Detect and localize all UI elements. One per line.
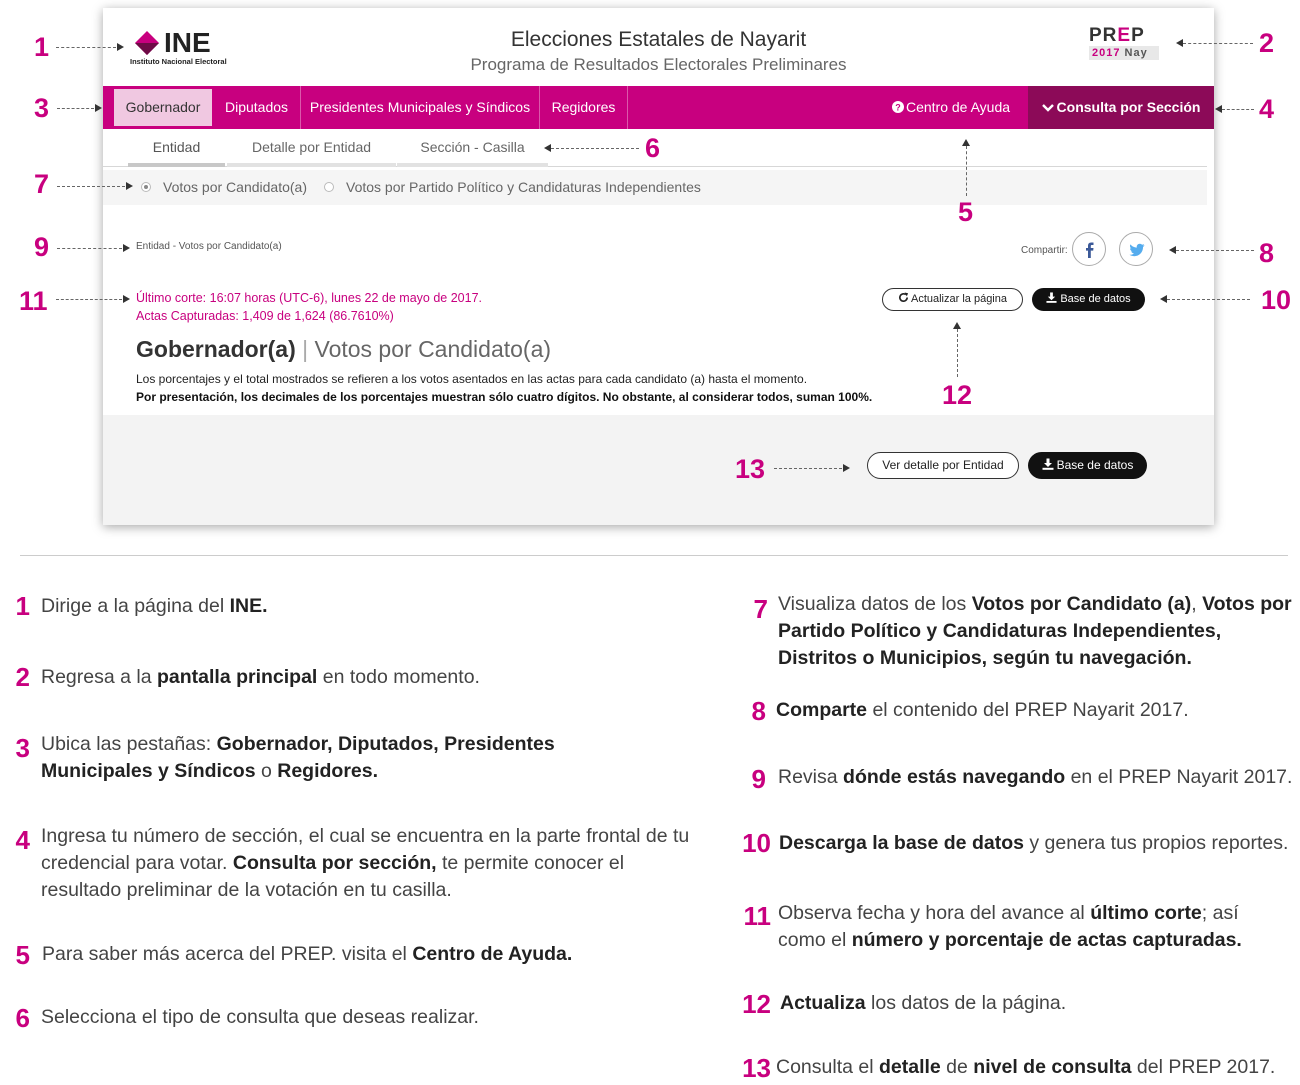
legend-item-6: Selecciona el tipo de consulta que deseas realizar. bbox=[41, 1006, 479, 1028]
callout-8-arrow bbox=[1169, 246, 1176, 254]
section-title-separator: | bbox=[302, 336, 309, 362]
radio-selected-indicator bbox=[141, 182, 151, 192]
ine-wordmark: INE bbox=[164, 27, 211, 58]
legend-number-10: 10 bbox=[742, 828, 771, 858]
callout-1-line bbox=[56, 47, 116, 48]
callout-13-arrow bbox=[843, 464, 850, 472]
callout-11-arrow bbox=[123, 295, 130, 303]
twitter-share-button[interactable] bbox=[1119, 232, 1153, 266]
legend-item-3: Ubica las pestañas: Gobernador, Diputados, Presidentes Municipales y Síndicos o Regidores. bbox=[41, 733, 555, 782]
callout-6: 6 bbox=[645, 133, 661, 163]
svg-text:?: ? bbox=[895, 102, 901, 113]
callout-6-line bbox=[551, 148, 639, 149]
callout-5-arrow bbox=[962, 139, 970, 146]
callout-2: 2 bbox=[1259, 28, 1275, 58]
section-title-sub: Votos por Candidato(a) bbox=[314, 336, 552, 362]
legend-item-10: Descarga la base de datos y genera tus propios reportes. bbox=[779, 832, 1289, 854]
legend-number-4: 4 bbox=[15, 825, 30, 855]
help-center-link[interactable] bbox=[873, 86, 1029, 129]
legend-number-7: 7 bbox=[753, 594, 768, 624]
refresh-page-button[interactable] bbox=[882, 288, 1023, 311]
page-subtitle: Programa de Resultados Electorales Preliminares bbox=[470, 55, 847, 74]
download-db-button[interactable] bbox=[1032, 288, 1145, 311]
tab-detalle-entidad[interactable]: Detalle por Entidad bbox=[227, 129, 396, 167]
radio-partido-label: Votos por Partido Político y Candidaturas Independientes bbox=[346, 179, 701, 195]
callout-4: 4 bbox=[1259, 94, 1275, 124]
download-icon bbox=[1042, 458, 1054, 470]
callout-8: 8 bbox=[1259, 238, 1275, 268]
callout-11: 11 bbox=[19, 286, 48, 316]
callout-12-arrow bbox=[953, 322, 961, 329]
page-title: Elecciones Estatales de Nayarit bbox=[510, 28, 807, 51]
callout-2-arrow bbox=[1176, 39, 1183, 47]
callout-12-line bbox=[957, 329, 958, 377]
section-note: Por presentación, los decimales de los porcentajes muestran sólo cuatro dígitos. No obstante, al considerar todos, suman 100%. bbox=[136, 390, 873, 404]
callout-10-arrow bbox=[1160, 295, 1167, 303]
callout-5-line bbox=[966, 146, 967, 196]
ine-subtitle: Instituto Nacional Electoral bbox=[130, 57, 227, 66]
callout-5: 5 bbox=[958, 197, 974, 227]
legend-number-6: 6 bbox=[15, 1003, 30, 1033]
callout-9-line bbox=[57, 248, 122, 249]
legend-number-13: 13 bbox=[742, 1053, 771, 1083]
legend-number-2: 2 bbox=[15, 662, 30, 692]
callout-13: 13 bbox=[735, 454, 766, 484]
legend-item-1: Dirige a la página del INE. bbox=[41, 595, 268, 617]
section-title bbox=[136, 336, 551, 363]
tab-seccion-casilla[interactable]: Sección - Casilla bbox=[397, 129, 548, 167]
callout-3: 3 bbox=[34, 93, 50, 123]
prep-wordmark: PREP bbox=[1089, 25, 1145, 46]
legend-item-4: Ingresa tu número de sección, el cual se encuentra en la parte frontal de tu credencial para votar. Consulta por sección, te permite conocer el resultado preliminar de la votación en tu casilla. bbox=[41, 825, 690, 901]
callout-11-line bbox=[56, 299, 122, 300]
download-icon bbox=[1046, 292, 1057, 303]
section-title-main: Gobernador(a) bbox=[136, 336, 296, 362]
callout-4-line bbox=[1222, 109, 1254, 110]
prep-logo[interactable] bbox=[1089, 26, 1163, 62]
legend-item-13: Consulta el detalle de nivel de consulta del PREP 2017. bbox=[776, 1056, 1276, 1078]
question-circle-icon bbox=[892, 101, 904, 113]
last-cut-info bbox=[136, 289, 482, 325]
legend-item-2: Regresa a la pantalla principal en todo momento. bbox=[41, 666, 480, 688]
radio-unselected-indicator bbox=[324, 182, 334, 192]
callout-10-line bbox=[1167, 299, 1250, 300]
actas-captured: Actas Capturadas: 1,409 de 1,624 (86.7610%) bbox=[136, 309, 394, 323]
legend-item-5: Para saber más acerca del PREP. visita el Centro de Ayuda. bbox=[42, 943, 573, 965]
callout-10: 10 bbox=[1261, 285, 1292, 315]
callout-4-arrow bbox=[1215, 105, 1222, 113]
legend-item-12: Actualiza los datos de la página. bbox=[780, 992, 1067, 1014]
callout-1-arrow bbox=[117, 43, 124, 51]
callout-6-arrow bbox=[544, 144, 551, 152]
divider bbox=[20, 555, 1288, 556]
download-db-button-bottom[interactable] bbox=[1028, 452, 1147, 479]
legend-item-8: Comparte el contenido del PREP Nayarit 2017. bbox=[776, 699, 1189, 721]
main-nav bbox=[103, 86, 1214, 129]
refresh-icon bbox=[898, 292, 909, 303]
download-db-label: Base de datos bbox=[1060, 293, 1131, 305]
breadcrumb[interactable]: Entidad - Votos por Candidato(a) bbox=[136, 241, 282, 252]
legend-number-12: 12 bbox=[742, 989, 771, 1019]
callout-7-line bbox=[57, 186, 125, 187]
facebook-share-button[interactable] bbox=[1072, 232, 1106, 266]
callout-1: 1 bbox=[34, 32, 50, 62]
help-center-label: Centro de Ayuda bbox=[905, 99, 1011, 115]
twitter-icon bbox=[1128, 241, 1146, 259]
nav-regidores[interactable]: Regidores bbox=[540, 86, 628, 129]
callout-13-line bbox=[774, 468, 842, 469]
download-db-label-bottom: Base de datos bbox=[1056, 458, 1134, 472]
callout-12: 12 bbox=[942, 380, 973, 410]
callout-7-arrow bbox=[126, 182, 133, 190]
vote-type-radios bbox=[103, 170, 1207, 205]
callout-9: 9 bbox=[34, 232, 50, 262]
legend-number-9: 9 bbox=[751, 764, 766, 794]
nav-presidentes[interactable]: Presidentes Municipales y Síndicos bbox=[301, 86, 540, 129]
callout-8-line bbox=[1176, 250, 1254, 251]
refresh-label: Actualizar la página bbox=[910, 293, 1007, 305]
callout-9-arrow bbox=[123, 244, 130, 252]
consulta-seccion-label: Consulta por Sección bbox=[1056, 99, 1201, 115]
nav-gobernador[interactable]: Gobernador bbox=[114, 89, 212, 126]
chevron-down-icon bbox=[1042, 103, 1054, 112]
callout-2-line bbox=[1183, 43, 1253, 44]
nav-diputados[interactable]: Diputados bbox=[213, 86, 301, 129]
facebook-icon bbox=[1081, 241, 1099, 259]
last-cut-time: Último corte: 16:07 horas (UTC-6), lunes 22 de mayo de 2017. bbox=[136, 291, 483, 305]
radio-candidato-label: Votos por Candidato(a) bbox=[163, 179, 307, 195]
legend-number-1: 1 bbox=[15, 591, 30, 621]
callout-7: 7 bbox=[34, 169, 50, 199]
legend-item-9: Revisa dónde estás navegando en el PREP Nayarit 2017. bbox=[778, 766, 1293, 788]
legend-number-5: 5 bbox=[15, 940, 30, 970]
legend-item-7: Visualiza datos de los Votos por Candidato (a), Votos por Partido Político y Candidaturas Independientes, Distritos o Municipios, según tu navegación. bbox=[778, 593, 1292, 669]
legend-item-11: Observa fecha y hora del avance al último corte; así como el número y porcentaje de actas capturadas. bbox=[778, 902, 1242, 951]
callout-3-arrow bbox=[95, 104, 102, 112]
tab-entidad[interactable]: Entidad bbox=[128, 129, 225, 167]
callout-3-line bbox=[57, 108, 94, 109]
prep-window bbox=[103, 8, 1214, 525]
section-description: Los porcentajes y el total mostrados se refieren a los votos asentados en las actas para cada candidato (a) hasta el momento. bbox=[136, 372, 808, 386]
consulta-seccion-button[interactable] bbox=[1028, 86, 1214, 129]
legend-number-3: 3 bbox=[15, 733, 30, 763]
legend-number-11: 11 bbox=[743, 901, 771, 931]
prep-year-badge: 2017 Nay bbox=[1089, 46, 1159, 60]
share-label: Compartir: bbox=[1021, 245, 1068, 256]
ver-detalle-button[interactable]: Ver detalle por Entidad bbox=[867, 452, 1019, 479]
legend-number-8: 8 bbox=[751, 696, 766, 726]
